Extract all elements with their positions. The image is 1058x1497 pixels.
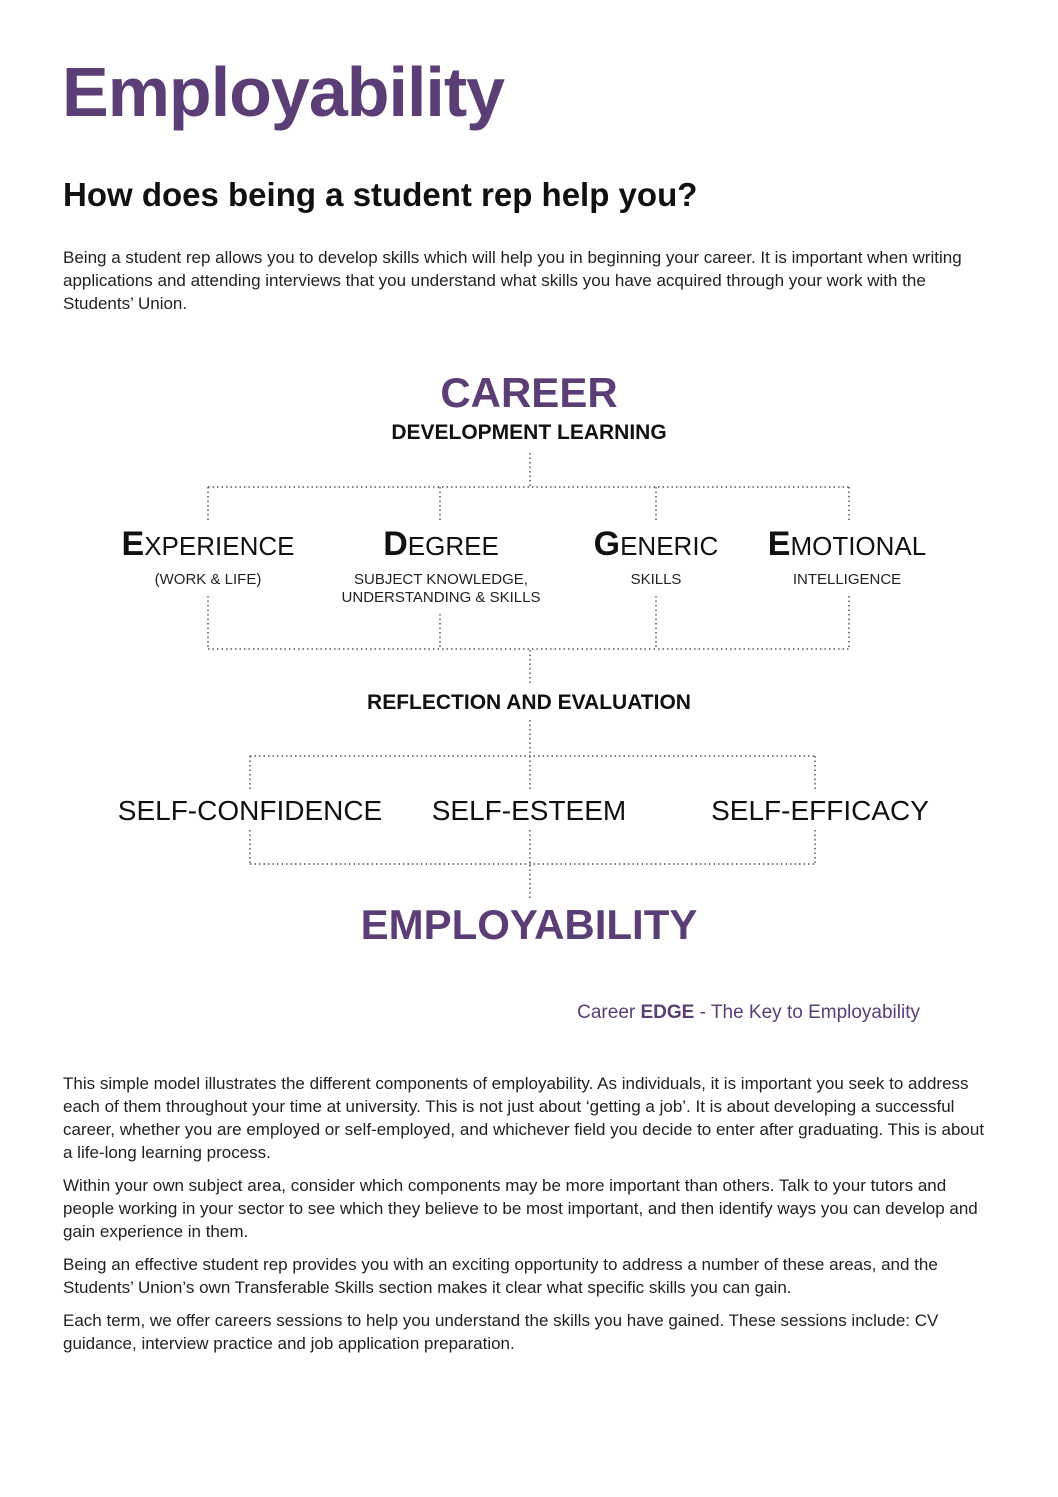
pillar-emotional xyxy=(717,524,977,589)
body-paragraph: Within your own subject area, consider which components may be more important than others. Talk to your tutors and people working in your sector to see which they believe to be most important, and then identify ways you can develop and gain experience in them. xyxy=(63,1176,978,1241)
diagram-bottom-title: EMPLOYABILITY xyxy=(360,901,698,948)
self-esteem-label: SELF-ESTEEM xyxy=(431,795,627,826)
pillar-initial: D xyxy=(383,525,408,563)
pillar-initial: E xyxy=(121,525,145,563)
body-text xyxy=(63,1072,998,1365)
pillar-experience xyxy=(78,524,338,589)
pillar-sub: (WORK & LIFE) xyxy=(154,570,262,588)
section-heading: How does being a student rep help you? xyxy=(63,176,698,213)
pillar-label: XPERIENCE xyxy=(144,531,295,561)
diagram-middle-label: REFLECTION AND EVALUATION xyxy=(367,691,691,714)
diagram-top-title: CAREER xyxy=(440,369,618,416)
caption-bold: EDGE xyxy=(640,1002,695,1023)
caption-post: - The Key to Employability xyxy=(694,1002,920,1023)
diagram-top-subtitle: DEVELOPMENT LEARNING xyxy=(391,421,667,444)
body-paragraph: Being an effective student rep provides you with an exciting opportunity to address a number of these areas, and the Students’ Union’s own Transferable Skills section makes it clear what specific skills you can gain. xyxy=(63,1255,938,1297)
pillar-label: MOTIONAL xyxy=(790,531,927,561)
pillar-sub: INTELLIGENCE xyxy=(792,570,902,588)
body-paragraph: Each term, we offer careers sessions to help you understand the skills you have gained. These sessions include: CV guidance, interview practice and job application preparation. xyxy=(63,1311,939,1353)
body-paragraph: This simple model illustrates the different components of employability. As individuals, it is important you seek to address each of them throughout your time at university. This is not just about ‘getting a job’. It is about developing a successful career, whether you are employed or self-employed, and whichever field you decide to enter after graduating. This is about a life-long learning process. xyxy=(63,1074,985,1162)
pillar-initial: G xyxy=(593,525,621,563)
pillar-sub: SKILLS xyxy=(630,570,682,588)
page-title: Employability xyxy=(62,53,505,131)
caption-pre: Career xyxy=(577,1002,641,1023)
pillar-label: EGREE xyxy=(407,531,499,561)
diagram-caption xyxy=(540,1002,920,1025)
self-efficacy-label: SELF-EFFICACY xyxy=(711,795,929,826)
intro-paragraph: Being a student rep allows you to develop skills which will help you in beginning your career. It is important when writing applications and attending interviews that you understand what skills you have acquired through your work with the Students’ Union. xyxy=(63,248,962,313)
self-confidence-label: SELF-CONFIDENCE xyxy=(117,795,383,826)
pillar-initial: E xyxy=(767,525,791,563)
pillar-label: ENERIC xyxy=(620,531,719,561)
pillar-sub: SUBJECT KNOWLEDGE, UNDERSTANDING & SKILLS xyxy=(341,570,541,606)
